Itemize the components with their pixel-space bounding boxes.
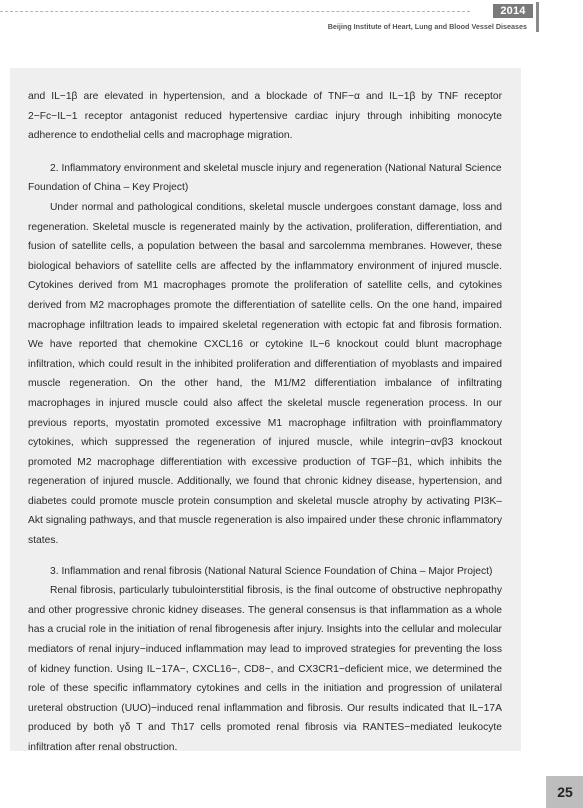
year-badge: 2014 [493, 4, 533, 18]
section-heading-3: 3. Inflammation and renal fibrosis (National Natural Science Foundation of China – Major Project) [50, 565, 493, 577]
institute-name: Beijing Institute of Heart, Lung and Blood Vessel Diseases [327, 22, 527, 31]
page-number: 25 [557, 784, 573, 800]
section-heading-2: 2. Inflammatory environment and skeletal muscle injury and regeneration (National Natural Science Foundation of China – Key Project) [28, 162, 502, 194]
header-accent-bar [536, 2, 539, 32]
header-dashed-rule [0, 11, 470, 12]
article-body [28, 87, 502, 758]
paragraph-skeletal-muscle: Under normal and pathological conditions, skeletal muscle undergoes constant damage, loss and regeneration. Skeletal muscle is regenerated mainly by the activation, proliferation, differentiation, and fusion of satellite cells, a population between the basal and sarcolemma membranes. However, these biological behaviors of satellite cells are affected by the inflammatory environment of injured muscle. Cytokines derived from M1 macrophages promote the proliferation of satellite cells, and cytokines derived from M2 macrophages promote the differentiation of satellite cells. On the one hand, impaired macrophage infiltration leads to impaired skeletal regeneration with ectopic fat and fibrosis formation. We have reported that chemokine CXCL16 or cytokine IL−6 knockout could blunt macrophage infiltration, which could result in the inhibited proliferation and differentiation of myoblasts and impaired muscle regeneration. On the other hand, the M1/M2 differentiation imbalance of infiltrating macrophages in injured muscle could also affect the skeletal muscle regeneration process. In our previous reports, myostatin promoted excessive M1 macrophage infiltration with proinflammatory cytokines, which suppressed the regeneration of injured muscle, while integrin−αvβ3 knockout promoted M2 macrophage differentiation with excessive production of TGF−β1, which inhibits the regeneration of injured muscle. Additionally, we found that chronic kidney disease, hypertension, and diabetes could promote muscle protein consumption and skeletal muscle atrophy by activating PI3K–Akt signaling pathways, and that muscle regeneration is also impaired under these chronic inflammatory states. [28, 201, 502, 547]
paragraph-renal-fibrosis: Renal fibrosis, particularly tubulointerstitial fibrosis, is the final outcome of obstructive nephropathy and other progressive chronic kidney diseases. The general consensus is that inflammation as a whole has a crucial role in the initiation of renal fibrogenesis after injury. Insights into the cellular and molecular mediators of renal injury−induced inflammation may lead to improved strategies for preventing the loss of kidney function. Using IL−17A−, CXCL16−, CD8−, and CX3CR1−deficient mice, we determined the role of these specific inflammatory cytokines and cells in the initiation and progression of unilateral ureteral obstruction (UUO)−induced renal inflammation and fibrosis. Our results indicated that IL−17A produced by both γδ T and Th17 cells promoted renal fibrosis via RANTES−mediated leukocyte infiltration after renal obstruction. [28, 585, 502, 753]
paragraph-intro: and IL−1β are elevated in hypertension, and a blockade of TNF−α and IL−1β by TNF receptor 2−Fc−IL−1 receptor antagonist reduced hypertensive cardiac injury through inhibiting monocyte adherence to endothelial cells and macrophage migration. [28, 91, 502, 142]
